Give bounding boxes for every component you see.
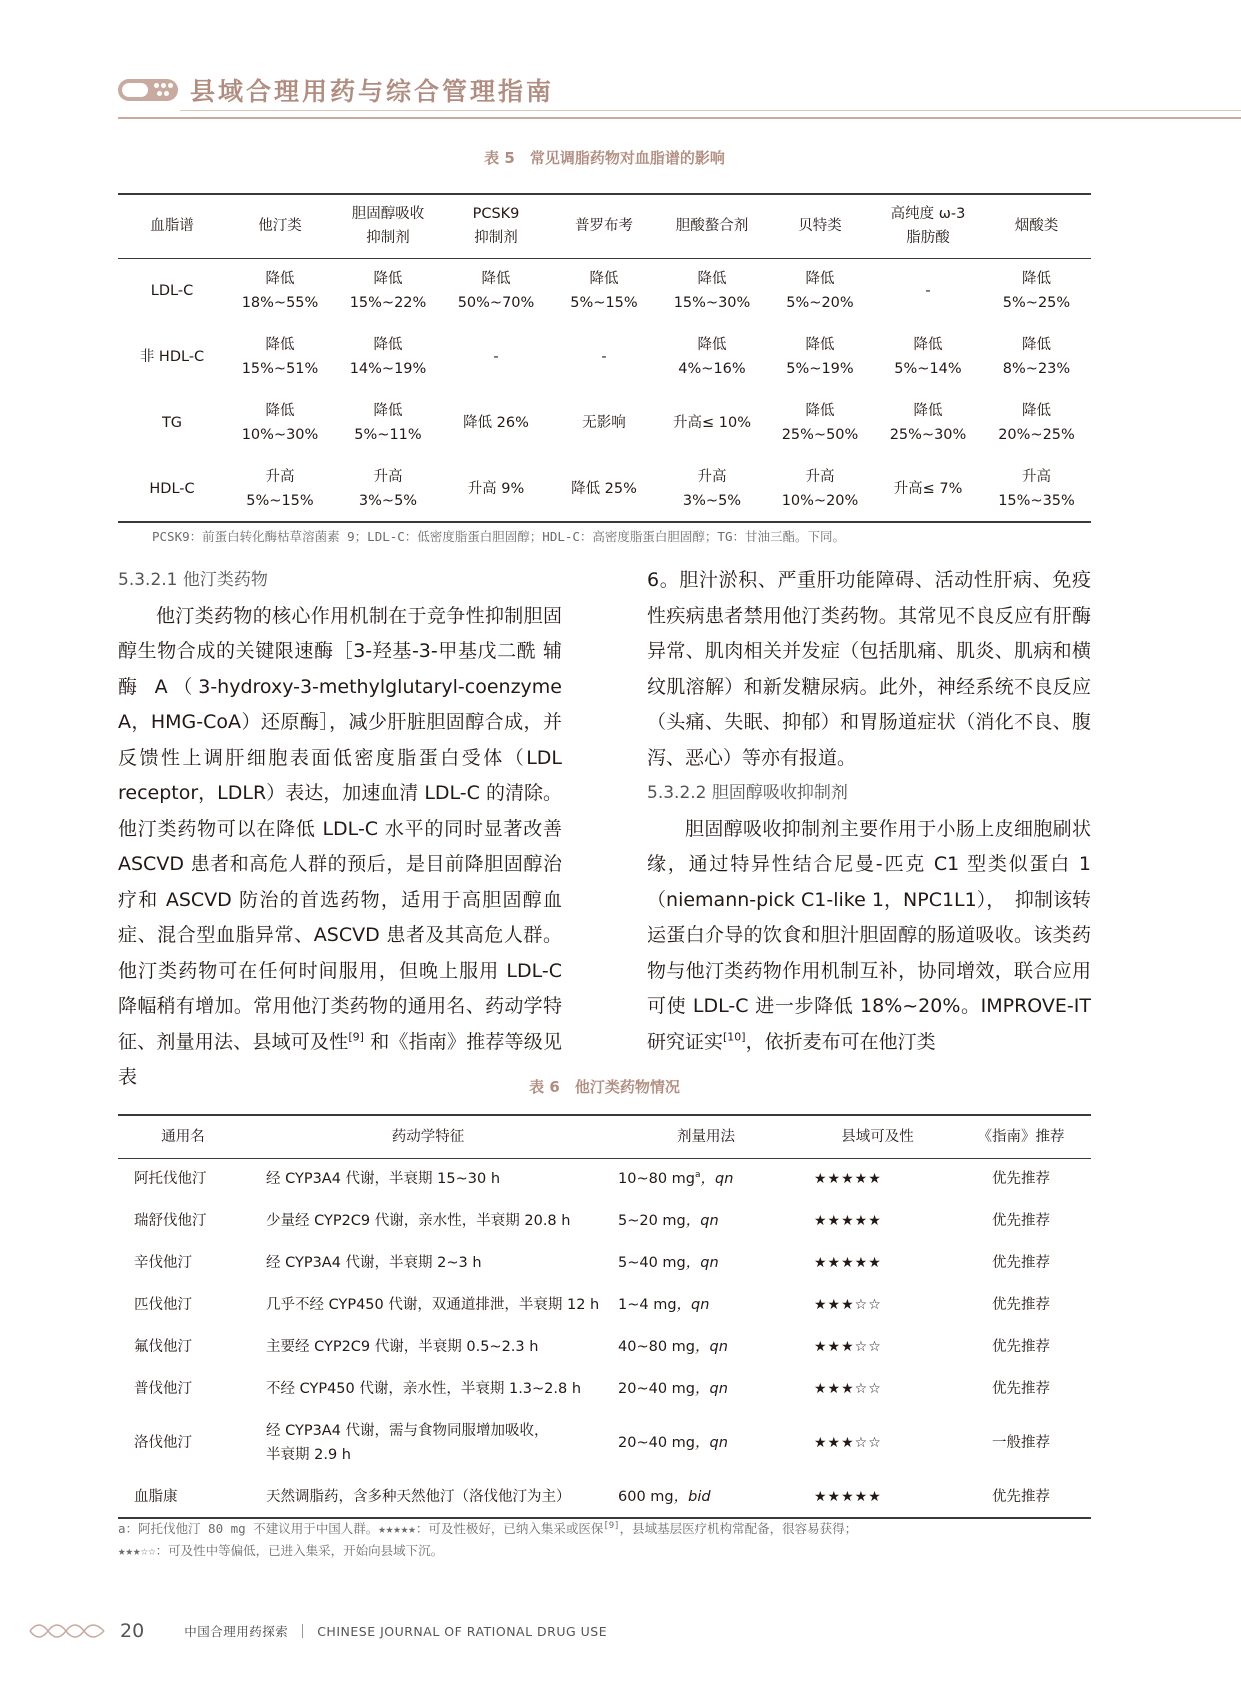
t6-row bbox=[118, 1284, 1091, 1326]
page-number: 20 bbox=[120, 1620, 145, 1642]
statin-contraindication-paragraph: 6。胆汁淤积、严重肝功能障碍、活动性肝病、免疫性疾病患者禁用他汀类药物。其常见不良反应有肝酶异常、肌肉相关并发症（包括肌痛、肌炎、肌病和横纹肌溶解）和新发糖尿病。此外，神经系统不良反应（头痛、失眠、抑郁）和胃肠道症状（消化不良、腹泻、恶心）等亦有报道。 bbox=[647, 569, 1091, 769]
t5-cell: - bbox=[493, 349, 499, 365]
t6-row bbox=[118, 1158, 1091, 1200]
citation-10: [10] bbox=[723, 1030, 746, 1044]
absorption-paragraph: 胆固醇吸收抑制剂主要作用于小肠上皮细胞刷状缘，通过特异性结合尼曼-匹克 C1 型类似蛋白 1（niemann-pick C1-like 1，NPC1L1）， 抑制该转运蛋白介导的饮食和胆汁胆固醇的肠道吸收。该类药物与他汀类药物作用机制互补，协同增效，联合应用可使 LDL-C 进一步降低 18%~20%。IMPROVE-IT 研究证实[10]，依折麦布可在他汀类 bbox=[647, 817, 1091, 1053]
t5-cell: 降低 5%~19% bbox=[786, 337, 854, 377]
t5-cell: 降低 25% bbox=[550, 456, 658, 522]
t5-cell: LDL-C bbox=[150, 283, 194, 300]
dosage: 1~4 mg，qn bbox=[618, 1297, 710, 1313]
t5-header-cell: 烟酸类 bbox=[982, 194, 1091, 258]
left-column bbox=[118, 563, 562, 1096]
journal-name-en: CHINESE JOURNAL OF RATIONAL DRUG USE bbox=[317, 1623, 608, 1639]
lipid-effect-table bbox=[118, 193, 1091, 523]
t5-cell: 非 HDL-C bbox=[139, 349, 205, 365]
table6-footnote: a：阿托伐他汀 80 mg 不建议用于中国人群。★★★★★：可及性极好，已纳入集采或医保[9]，县域基层医疗机构常配备，很容易获得； ★★★☆☆：可及性中等偏低，已进入集采，开始向县域下沉。 bbox=[118, 1520, 858, 1558]
t5-cell: HDL-C bbox=[118, 456, 226, 522]
header-rule bbox=[118, 117, 1241, 119]
header-divider bbox=[180, 110, 1241, 111]
recommendation: 优先推荐 bbox=[992, 1339, 1050, 1355]
t6-row bbox=[118, 1200, 1091, 1242]
recommendation: 优先推荐 bbox=[951, 1476, 1091, 1518]
t6-row bbox=[118, 1368, 1091, 1410]
right-column bbox=[647, 563, 1091, 1060]
pharmacokinetics: 主要经 CYP2C9 代谢，半衰期 0.5~2.3 h bbox=[266, 1339, 539, 1355]
t5-cell: 升高 10%~20% bbox=[766, 456, 874, 522]
recommendation: 优先推荐 bbox=[992, 1171, 1050, 1188]
accessibility-stars: ★★★★★ bbox=[814, 1213, 882, 1229]
drug-name: 匹伐他汀 bbox=[134, 1297, 192, 1313]
t5-header-cell: 胆酸螯合剂 bbox=[658, 194, 766, 258]
pharmacokinetics: 少量经 CYP2C9 代谢，亲水性，半衰期 20.8 h bbox=[266, 1213, 571, 1229]
recommendation: 优先推荐 bbox=[992, 1213, 1050, 1229]
t5-cell: 降低 26% bbox=[463, 415, 529, 431]
t5-cell: 降低 5%~14% bbox=[894, 337, 962, 377]
t5-cell: 降低 25%~50% bbox=[781, 403, 859, 443]
t5-cell: 降低 50%~70% bbox=[457, 271, 535, 312]
recommendation: 一般推荐 bbox=[992, 1435, 1050, 1451]
t5-cell: TG bbox=[161, 415, 183, 431]
col-header-dose: 剂量用法 bbox=[608, 1115, 804, 1158]
t5-cell: 降低 18%~55% bbox=[241, 271, 319, 312]
t5-cell: 降低 5%~15% bbox=[570, 271, 638, 312]
t5-cell: 降低 15%~51% bbox=[241, 337, 319, 377]
accessibility-stars: ★★★★★ bbox=[814, 1171, 882, 1188]
accessibility-stars: ★★★★★ bbox=[814, 1255, 882, 1271]
dosage: 600 mg，bid bbox=[608, 1476, 804, 1518]
section-heading-absorption: 5.3.2.2 胆固醇吸收抑制剂 bbox=[647, 783, 848, 803]
t5-header-cell: 贝特类 bbox=[766, 194, 874, 258]
t5-cell: 升高 15%~35% bbox=[982, 456, 1091, 522]
t5-cell: - bbox=[925, 283, 931, 300]
t5-row bbox=[118, 258, 1091, 324]
recommendation: 优先推荐 bbox=[992, 1381, 1050, 1397]
col-header-name: 通用名 bbox=[118, 1115, 248, 1158]
accessibility-stars: ★★★☆☆ bbox=[814, 1297, 882, 1313]
t6-row bbox=[118, 1242, 1091, 1284]
t5-cell: 降低 10%~30% bbox=[241, 403, 319, 443]
running-header bbox=[118, 70, 554, 110]
accessibility-stars: ★★★☆☆ bbox=[814, 1339, 882, 1355]
t5-cell: 降低 15%~30% bbox=[673, 271, 751, 312]
t5-row bbox=[118, 390, 1091, 456]
page-footer bbox=[28, 1614, 607, 1648]
col-header-pk: 药动学特征 bbox=[248, 1115, 608, 1158]
section-heading-statins: 5.3.2.1 他汀类药物 bbox=[118, 570, 268, 590]
table5-footnote: PCSK9：前蛋白转化酶枯草溶菌素 9；LDL-C：低密度脂蛋白胆固醇；HDL-C：高密度脂蛋白胆固醇；TG：甘油三酯。下同。 bbox=[152, 529, 845, 544]
drug-name: 氟伐他汀 bbox=[134, 1339, 192, 1355]
t5-row bbox=[118, 324, 1091, 390]
dosage: 5~20 mg，qn bbox=[618, 1213, 719, 1229]
pharmacokinetics: 不经 CYP450 代谢，亲水性，半衰期 1.3~2.8 h bbox=[266, 1381, 582, 1397]
t5-header-cell: 胆固醇吸收 抑制剂 bbox=[334, 194, 442, 258]
t5-cell: 升高 5%~15% bbox=[226, 456, 334, 522]
t5-cell: 升高 9% bbox=[442, 456, 550, 522]
statin-paragraph: 他汀类药物的核心作用机制在于竞争性抑制胆固醇生物合成的关键限速酶［3-羟基-3-甲基戊二酰 辅 酶 A（3-hydroxy-3-methylglutaryl-coenzyme A，HMG-CoA）还原酶］，减少肝脏胆固醇合成，并反馈性上调肝细胞表面低密度脂蛋白受体（LDL receptor，LDLR）表达，加速血清 LDL-C 的清除。他汀类药物可以在降低 LDL-C 水平的同时显著改善 ASCVD 患者和高危人群的预后，是目前降胆固醇治疗和 ASCVD 防治的首选药物，适用于高胆固醇血症、混合型血脂异常、ASCVD 患者及其高危人群。他汀类药物可在任何时间服用，但晚上服用 LDL-C 降幅稍有增加。常用他汀类药物的通用名、药动学特征、剂量用法、县域可及性[9] 和《指南》推荐等级见表 bbox=[118, 604, 562, 1088]
dosage: 20~40 mg，qn bbox=[618, 1435, 728, 1451]
pharmacokinetics: 经 CYP3A4 代谢，半衰期 2~3 h bbox=[266, 1255, 482, 1271]
dosage: 40~80 mg，qn bbox=[618, 1339, 728, 1355]
journal-logo-icon bbox=[118, 76, 180, 104]
t5-cell: 降低 5%~25% bbox=[1002, 271, 1071, 312]
dosage: 10~80 $mg^a$，qn bbox=[618, 1170, 734, 1188]
t5-cell: 无影响 bbox=[582, 415, 626, 431]
drug-name: 阿托伐他汀 bbox=[134, 1171, 207, 1188]
t5-cell: 降低 4%~16% bbox=[678, 337, 746, 377]
footer-separator bbox=[302, 1624, 303, 1638]
dosage: 20~40 mg，qn bbox=[618, 1381, 728, 1397]
t5-header-cell: PCSK9 抑制剂 bbox=[442, 194, 550, 258]
dosage: 5~40 mg，qn bbox=[618, 1255, 719, 1271]
t5-header-cell: 普罗布考 bbox=[550, 194, 658, 258]
t5-header-cell: 他汀类 bbox=[226, 194, 334, 258]
t5-header-cell: 血脂谱 bbox=[118, 194, 226, 258]
drug-name: 普伐他汀 bbox=[134, 1381, 192, 1397]
citation-9: [9] bbox=[348, 1030, 364, 1044]
table5-caption: 表 5 常见调脂药物对血脂谱的影响 bbox=[484, 149, 725, 167]
drug-name: 瑞舒伐他汀 bbox=[134, 1213, 207, 1229]
t5-cell: 升高 3%~5% bbox=[658, 456, 766, 522]
table6-caption: 表 6 他汀类药物情况 bbox=[529, 1078, 680, 1096]
statin-table bbox=[118, 1114, 1091, 1519]
t5-cell: 升高≤ 10% bbox=[673, 415, 751, 431]
t6-row bbox=[118, 1410, 1091, 1476]
pharmacokinetics: 经 CYP3A4 代谢，需与食物同服增加吸收， 半衰期 2.9 h bbox=[266, 1423, 549, 1463]
t5-cell: 降低 14%~19% bbox=[349, 337, 427, 377]
t6-row bbox=[118, 1326, 1091, 1368]
pharmacokinetics: 几乎不经 CYP450 代谢，双通道排泄，半衰期 12 h bbox=[266, 1297, 600, 1313]
t5-header-cell: 高纯度 ω-3 脂肪酸 bbox=[874, 194, 982, 258]
accessibility-stars: ★★★☆☆ bbox=[814, 1381, 882, 1397]
t5-cell: 升高 3%~5% bbox=[334, 456, 442, 522]
t5-cell: 降低 5%~11% bbox=[354, 403, 422, 443]
header-title: 县域合理用药与综合管理指南 bbox=[190, 77, 555, 106]
t5-cell: 降低 25%~30% bbox=[889, 403, 967, 443]
dna-wave-icon bbox=[28, 1621, 106, 1641]
col-header-access: 县域可及性 bbox=[804, 1115, 951, 1158]
drug-name: 辛伐他汀 bbox=[134, 1255, 192, 1271]
recommendation: 优先推荐 bbox=[992, 1255, 1050, 1271]
recommendation: 优先推荐 bbox=[992, 1297, 1050, 1313]
accessibility-stars: ★★★☆☆ bbox=[814, 1435, 882, 1451]
t5-cell: 升高≤ 7% bbox=[874, 456, 982, 522]
pharmacokinetics: 经 CYP3A4 代谢，半衰期 15~30 h bbox=[266, 1171, 501, 1188]
journal-name: 中国合理用药探索 bbox=[184, 1624, 289, 1639]
t5-row bbox=[118, 456, 1091, 522]
t5-cell: 降低 8%~23% bbox=[1002, 337, 1071, 377]
t5-cell: 降低 5%~20% bbox=[786, 271, 854, 312]
accessibility-stars: ★★★★★ bbox=[804, 1476, 951, 1518]
t6-row bbox=[118, 1476, 1091, 1518]
t5-cell: 降低 15%~22% bbox=[349, 271, 427, 312]
drug-name: 洛伐他汀 bbox=[134, 1435, 192, 1451]
pharmacokinetics: 天然调脂药，含多种天然他汀（洛伐他汀为主） bbox=[248, 1476, 608, 1518]
t5-cell: 降低 20%~25% bbox=[998, 403, 1075, 443]
col-header-rec: 《指南》推荐 bbox=[951, 1115, 1091, 1158]
t5-cell: - bbox=[601, 349, 607, 365]
drug-name: 血脂康 bbox=[118, 1476, 248, 1518]
